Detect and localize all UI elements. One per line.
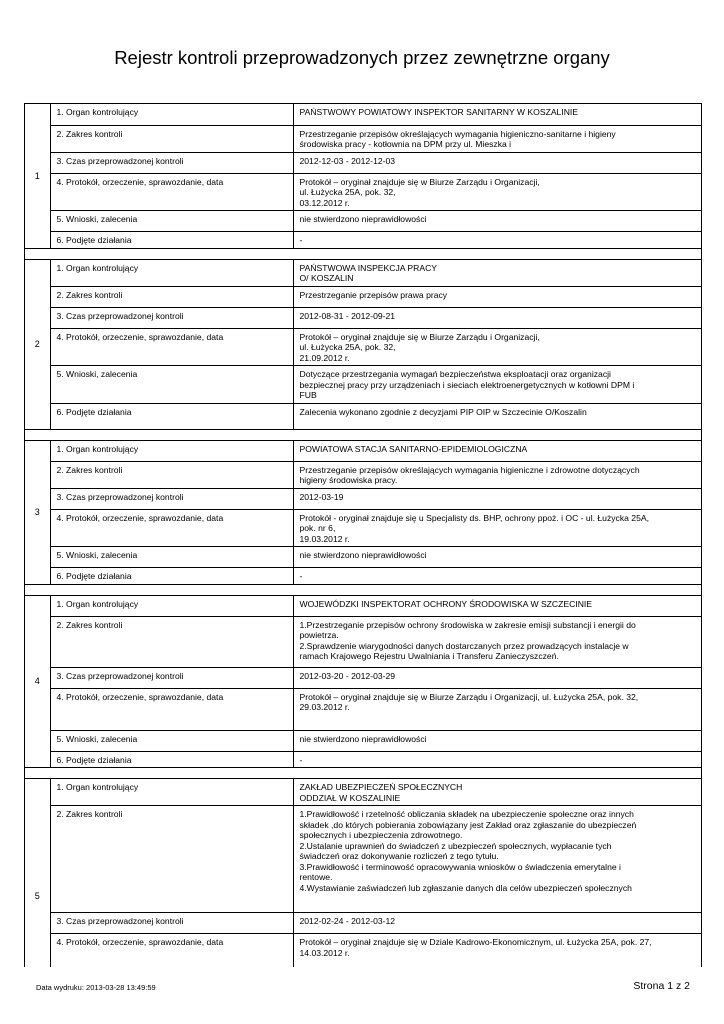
row-value: nie stwierdzono nieprawidłowości [293,211,701,232]
row-value: PAŃSTWOWY POWIATOWY INSPEKTOR SANITARNY W KOSZALINIE [293,104,701,125]
entry-number: 2 [25,259,50,429]
row-label: 4. Protokół, orzeczenie, sprawozdanie, data [50,509,293,547]
row-value: Protokół – oryginał znajduje się w Dziale Kadrowo-Ekonomicznym, ul. Łużycka 25A, pok. 27, 14.03.2012 r. [293,934,701,968]
entry-separator [25,429,701,440]
row-value: Dotyczące przestrzegania wymagań bezpieczeństwa eksploatacji oraz organizacji bezpiecznej pracy przy urządzeniach i sieciach elektroenergetycznych w kotłowni DPM i FUB [293,366,701,404]
row-label: 2. Zakres kontroli [50,125,293,152]
table-row [25,688,701,730]
row-label: 1. Organ kontrolujący [50,595,293,616]
row-value: Protokół – oryginał znajduje się w Biurze Zarządu i Organizacji, ul. Łużycka 25A, pok. 32, 21.09.2012 r. [293,328,701,366]
table-row [25,461,701,488]
separator-cell [25,429,701,440]
row-label: 2. Zakres kontroli [50,616,293,667]
row-value: nie stwierdzono nieprawidłowości [293,730,701,751]
table-row [25,104,701,125]
register-table [24,103,702,967]
row-value: Przestrzeganie przepisów określających wymagania higieniczne i zdrowotne dotyczących higieny środowiska pracy. [293,461,701,488]
table-row [25,173,701,211]
row-label: 2. Zakres kontroli [50,806,293,913]
page-title: Rejestr kontroli przeprowadzonych przez zewnętrzne organy [114,47,610,68]
row-label: 3. Czas przeprowadzonej kontroli [50,667,293,688]
row-value: - [293,751,701,768]
table-row [25,307,701,328]
row-label: 5. Wnioski, zalecenia [50,211,293,232]
row-value: 2012-03-19 [293,488,701,509]
row-value: POWIATOWA STACJA SANITARNO-EPIDEMIOLOGICZNA [293,440,701,461]
row-value: ZAKŁAD UBEZPIECZEŃ SPOŁECZNYCH ODDZIAŁ W KOSZALINIE [293,779,701,806]
table-row [25,934,701,968]
row-label: 3. Czas przeprowadzonej kontroli [50,152,293,173]
table-row [25,730,701,751]
row-label: 1. Organ kontrolujący [50,779,293,806]
row-label: 1. Organ kontrolujący [50,104,293,125]
table-row [25,403,701,429]
table-row [25,913,701,934]
row-value: 1.Prawidłowość i rzetelność obliczania składek na ubezpieczenie społeczne oraz innych składek ,do których pobierania zobowiązany jest Zakład oraz zgłaszanie do ubezpieczeń społecznych i ubezpieczenia zdrowotnego. 2.Ustalanie uprawnień do świadczeń z ubezpieczeń społecznych, wypłacanie tych świadczeń oraz dokonywanie rozliczeń z tego tytułu. 3.Prawidłowość i terminowość opracowywania wniosków o świadczenia emerytalne i rentowe. 4.Wystawianie zaświadczeń lub zgłaszanie danych dla celów ubezpieczeń społecznych [293,806,701,913]
row-label: 3. Czas przeprowadzonej kontroli [50,913,293,934]
table-row [25,779,701,806]
table-row [25,616,701,667]
table-row [25,328,701,366]
table-row [25,667,701,688]
row-value: 2012-02-24 - 2012-03-12 [293,913,701,934]
separator-cell [25,768,701,779]
row-label: 6. Podjęte działania [50,232,293,249]
table-row [25,440,701,461]
print-date: Data wydruku: 2013-03-28 13:49:59 [36,983,156,992]
row-label: 3. Czas przeprowadzonej kontroli [50,488,293,509]
table-row [25,488,701,509]
row-value: Protokół – oryginał znajduje się w Biurze Zarządu i Organizacji, ul. Łużycka 25A, pok. 32, 03.12.2012 r. [293,173,701,211]
entry-number: 4 [25,595,50,768]
row-label: 4. Protokół, orzeczenie, sprawozdanie, data [50,173,293,211]
entry-number: 1 [25,104,50,248]
table-row [25,509,701,547]
table-row [25,232,701,249]
table-row [25,595,701,616]
entry-number: 3 [25,440,50,584]
row-value: Protokół – oryginał znajduje się w Biurze Zarządu i Organizacji, ul. Łużycka 25A, pok. 32, 29.03.2012 r. [293,688,701,730]
row-value: - [293,232,701,249]
row-value: 2012-03-20 - 2012-03-29 [293,667,701,688]
table-row [25,547,701,568]
row-label: 5. Wnioski, zalecenia [50,547,293,568]
row-label: 2. Zakres kontroli [50,461,293,488]
row-value: Przestrzeganie przepisów określających wymagania higieniczno-sanitarne i higieny środowiska pracy - kotłownia na DPM przy ul. Mieszka i [293,125,701,152]
row-value: PAŃSTWOWA INSPEKCJA PRACY O/ KOSZALIN [293,259,701,286]
entry-number: 5 [25,779,50,968]
row-label: 1. Organ kontrolujący [50,259,293,286]
row-label: 5. Wnioski, zalecenia [50,366,293,404]
row-label: 4. Protokół, orzeczenie, sprawozdanie, data [50,688,293,730]
row-label: 5. Wnioski, zalecenia [50,730,293,751]
entry-separator [25,248,701,259]
row-value: 1.Przestrzeganie przepisów ochrony środowiska w zakresie emisji substancji i energii do powietrza. 2.Sprawdzenie wiarygodności danych dostarczanych przez prowadzących instalacje w ramach Krajowego Rejestru Uwalniania i Transferu Zanieczyszczeń. [293,616,701,667]
row-label: 1. Organ kontrolujący [50,440,293,461]
row-value: nie stwierdzono nieprawidłowości [293,547,701,568]
table-row [25,259,701,286]
table-row [25,751,701,768]
table-row [25,211,701,232]
row-value: Zalecenia wykonano zgodnie z decyzjami PIP OIP w Szczecinie O/Koszalin [293,403,701,429]
row-value: Przestrzeganie przepisów prawa pracy [293,286,701,307]
table-row [25,286,701,307]
row-label: 3. Czas przeprowadzonej kontroli [50,307,293,328]
table-row [25,568,701,585]
row-label: 4. Protokół, orzeczenie, sprawozdanie, data [50,328,293,366]
entry-separator [25,768,701,779]
row-label: 6. Podjęte działania [50,568,293,585]
separator-cell [25,584,701,595]
row-value: - [293,568,701,585]
table-row [25,125,701,152]
row-value: 2012-12-03 - 2012-12-03 [293,152,701,173]
row-label: 6. Podjęte działania [50,751,293,768]
row-label: 2. Zakres kontroli [50,286,293,307]
row-value: Protokół - oryginał znajduje się u Specjalisty ds. BHP, ochrony ppoż. i OC - ul. Łużycka 25A, pok. nr 6, 19.03.2012 r. [293,509,701,547]
table-row [25,366,701,404]
row-label: 4. Protokół, orzeczenie, sprawozdanie, data [50,934,293,968]
row-value: WOJEWÓDZKI INSPEKTORAT OCHRONY ŚRODOWISKA W SZCZECINIE [293,595,701,616]
row-value: 2012-08-31 - 2012-09-21 [293,307,701,328]
table-row [25,806,701,913]
register-body [25,104,701,967]
table-row [25,152,701,173]
entry-separator [25,584,701,595]
separator-cell [25,248,701,259]
row-label: 6. Podjęte działania [50,403,293,429]
page-number: Strona 1 z 2 [633,980,690,992]
